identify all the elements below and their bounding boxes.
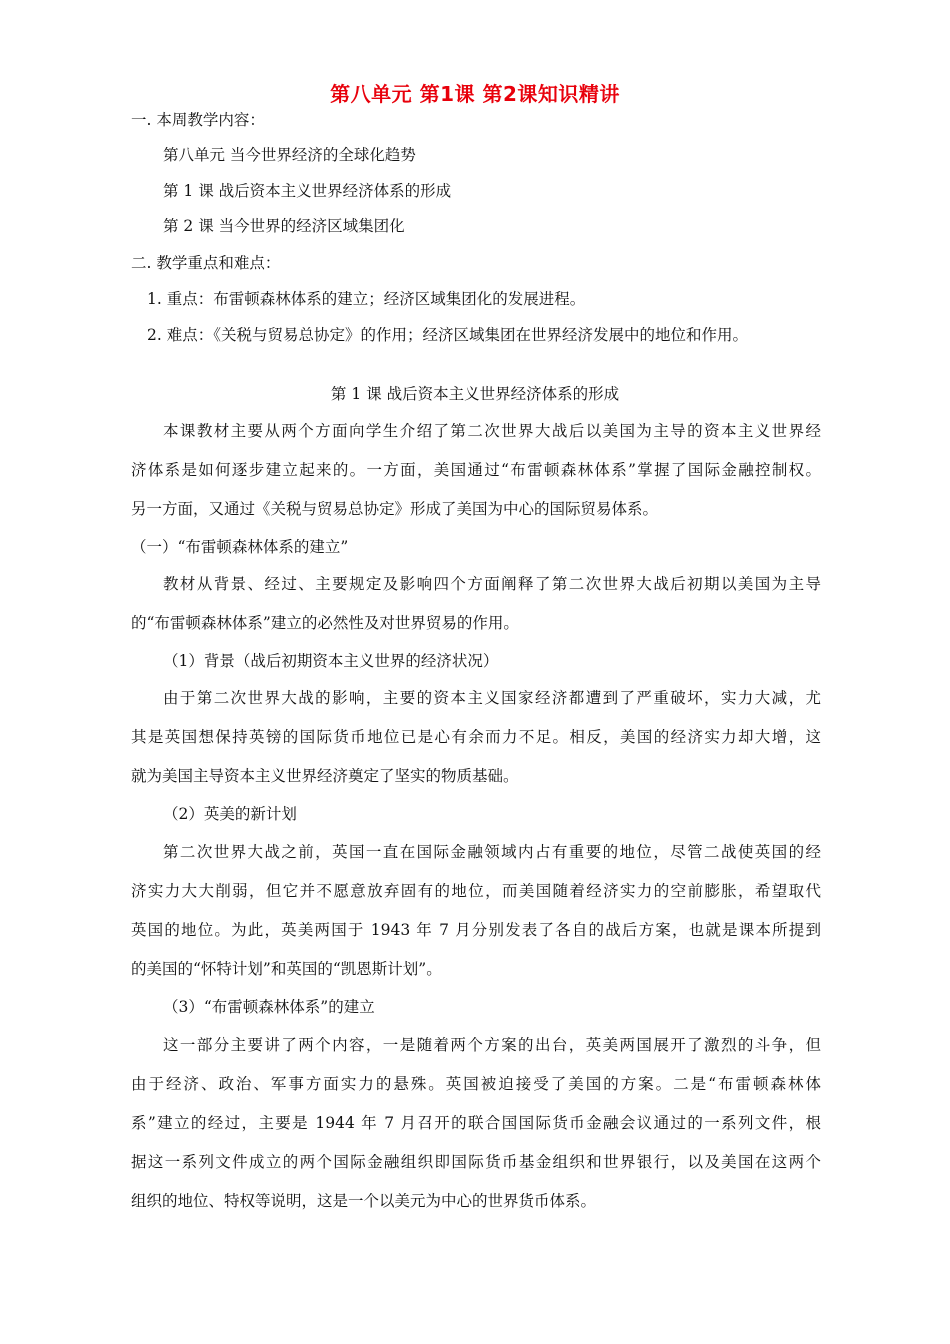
lesson-title: 第 1 课 战后资本主义世界经济体系的形成 xyxy=(330,385,620,403)
paragraph-line: 济体系是如何逐步建立起来的。一方面，美国通过“布雷顿森林体系”掌握了国际金融控制权。 xyxy=(131,461,821,479)
paragraph-line: 这一部分主要讲了两个内容，一是随着两个方案的出台，英美两国展开了激烈的斗争，但 xyxy=(163,1036,821,1054)
sub-heading: （1）背景（战后初期资本主义世界的经济状况） xyxy=(163,652,499,670)
paragraph-line: 济实力大大削弱，但它并不愿意放弃固有的地位，而美国随着经济实力的空前膨胀，希望取代 xyxy=(131,882,821,900)
paragraph-line: 的美国的“怀特计划”和英国的“凯恩斯计划”。 xyxy=(131,960,442,978)
content-item-unit: 第八单元 当今世界经济的全球化趋势 xyxy=(163,146,416,164)
paragraph-line: 本课教材主要从两个方面向学生介绍了第二次世界大战后以美国为主导的资本主义世界经 xyxy=(163,422,821,440)
paragraph-line: 由于第二次世界大战的影响，主要的资本主义国家经济都遭到了严重破坏，实力大减，尤 xyxy=(163,689,821,707)
content-item-lesson2: 第 2 课 当今世界的经济区域集团化 xyxy=(163,217,405,235)
paragraph-line: 英国的地位。为此，英美两国于 1943 年 7 月分别发表了各自的战后方案，也就是课本所提到 xyxy=(131,921,821,939)
sub-heading: （3）“布雷顿森林体系”的建立 xyxy=(163,998,375,1016)
part-heading: （一）“布雷顿森林体系的建立” xyxy=(131,538,349,556)
paragraph-line: 另一方面，又通过《关税与贸易总协定》形成了美国为中心的国际贸易体系。 xyxy=(131,500,659,518)
section-heading-content: 一. 本周教学内容： xyxy=(131,111,265,129)
paragraph-line: 的“布雷顿森林体系”建立的必然性及对世界贸易的作用。 xyxy=(131,614,519,632)
paragraph-line: 据这一系列文件成立的两个国际金融组织即国际货币基金组织和世界银行，以及美国在这两个 xyxy=(131,1153,821,1171)
paragraph-line: 教材从背景、经过、主要规定及影响四个方面阐释了第二次世界大战后初期以美国为主导 xyxy=(163,575,821,593)
difficult-point-item: 2. 难点：《关税与贸易总协定》的作用；经济区域集团在世界经济发展中的地位和作用。 xyxy=(147,326,748,344)
paragraph-line: 就为美国主导资本主义世界经济奠定了坚实的物质基础。 xyxy=(131,767,519,785)
content-item-lesson1: 第 1 课 战后资本主义世界经济体系的形成 xyxy=(163,182,452,200)
sub-heading: （2）英美的新计划 xyxy=(163,805,297,823)
paragraph-line: 第二次世界大战之前，英国一直在国际金融领域内占有重要的地位，尽管二战使英国的经 xyxy=(163,843,821,861)
page-title: 第八单元 第1课 第2课知识精讲 xyxy=(330,82,620,106)
paragraph-line: 由于经济、政治、军事方面实力的悬殊。英国被迫接受了美国的方案。二是“布雷顿森林体 xyxy=(131,1075,821,1093)
paragraph-line: 其是英国想保持英镑的国际货币地位已是心有余而力不足。相反，美国的经济实力却大增，这 xyxy=(131,728,821,746)
section-heading-key-points: 二. 教学重点和难点： xyxy=(131,254,281,272)
paragraph-line: 组织的地位、特权等说明，这是一个以美元为中心的世界货币体系。 xyxy=(131,1192,597,1210)
paragraph-line: 系”建立的经过，主要是 1944 年 7 月召开的联合国国际货币金融会议通过的一系列文件，根 xyxy=(131,1114,821,1132)
key-point-item: 1. 重点：布雷顿森林体系的建立；经济区域集团化的发展进程。 xyxy=(147,290,586,308)
